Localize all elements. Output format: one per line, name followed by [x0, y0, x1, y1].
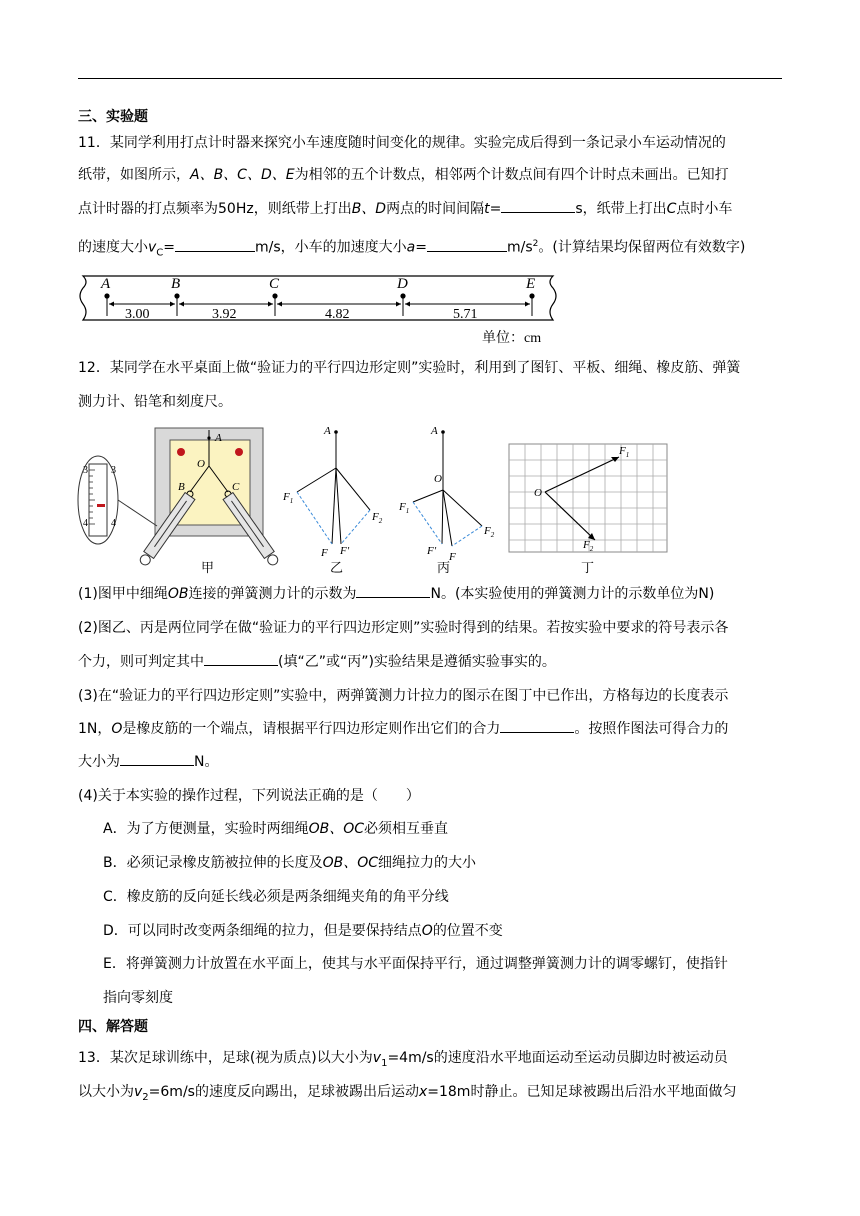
- svg-text:F′: F′: [427, 545, 437, 557]
- svg-text:O: O: [197, 458, 205, 470]
- q12-sub-2-line-2: 个力，则可判定其中 (填“乙”或“丙”)实验结果是遵循实验事实的。: [78, 646, 782, 678]
- label-ding: 丁: [581, 560, 595, 575]
- svg-text:B: B: [178, 481, 185, 493]
- svg-text:A: A: [324, 425, 331, 437]
- answer-blank-t[interactable]: [501, 198, 575, 213]
- tape-point-C: C: [269, 276, 280, 292]
- answer-blank-a[interactable]: [427, 237, 507, 252]
- option-E-line-1[interactable]: E．将弹簧测力计放置在水平面上，使其与水平面保持平行，通过调整弹簧测力计的调零螺钉，使指针: [103, 956, 728, 972]
- label-bing: 丙: [437, 560, 451, 575]
- q12-sub-3-line-2: 1N，O是橡皮筋的一个端点，请根据平行四边形定则作出它们的合力 。按照作图法可得合力的: [78, 713, 782, 745]
- tape-outline: [80, 276, 556, 320]
- svg-text:C: C: [232, 481, 240, 493]
- gap-CD: 4.82: [325, 307, 350, 322]
- q12-line-2: 测力计、铅笔和刻度尺。: [78, 394, 232, 410]
- section-3-heading: 三、实验题: [78, 109, 148, 125]
- answer-blank-ob[interactable]: [356, 583, 430, 598]
- svg-text:F1: $F_1$: [399, 501, 410, 515]
- svg-text:A: A: [431, 425, 438, 437]
- svg-text:F2: $F_2$: [484, 525, 495, 539]
- section-4-heading: 四、解答题: [78, 1019, 148, 1035]
- svg-text:F1: $F_1$: [283, 491, 294, 505]
- svg-text:3: 3: [111, 465, 116, 476]
- q12-sub-2-line-1: (2)图乙、丙是两位同学在做“验证力的平行四边形定则”实验时得到的结果。若按实验中要求的符号表示各: [78, 620, 729, 636]
- tape-point-E: E: [526, 276, 536, 292]
- label-yi: 乙: [330, 560, 344, 575]
- option-A[interactable]: A．为了方便测量，实验时两细绳OB、OC必须相互垂直: [103, 821, 448, 837]
- q11-line-4: 的速度大小$v_C= m/s$，小车的加速度大小$a= m/s^2$。(计算结果均保留两位有效数字): [78, 228, 782, 269]
- svg-text:3: 3: [83, 465, 88, 476]
- gap-DE: 5.71: [453, 307, 478, 322]
- svg-text:F2: $F_2$: [583, 539, 594, 553]
- q12-sub-3-line-3: 大小为 N。: [78, 746, 782, 778]
- q11-line-2: 纸带，如图所示，A、B、C、D、E为相邻的五个计数点，相邻两个计数点间有四个计时点未画出。已知打: [78, 167, 729, 183]
- svg-text:O: O: [434, 473, 442, 485]
- answer-blank-resultant[interactable]: [500, 718, 574, 733]
- q11-line-3: 点计时器的打点频率为50Hz，则纸带上打出B、D两点的时间间隔t= s，纸带上打出C点时小车: [78, 193, 782, 225]
- svg-text:F: F: [449, 551, 456, 563]
- header-rule: [78, 78, 782, 79]
- tape-point-A: A: [101, 276, 111, 292]
- label-jia: 甲: [201, 560, 215, 575]
- q13-line-1: 13．某次足球训练中，足球(视为质点)以大小为$v_1=4m/s$的速度沿水平地面运动至运动员脚边时被运动员: [78, 1050, 728, 1069]
- svg-text:F′: F′: [340, 545, 350, 557]
- svg-text:F2: $F_2$: [372, 511, 383, 525]
- svg-text:4: 4: [111, 518, 116, 529]
- svg-text:F1: $F_1$: [619, 445, 630, 459]
- tape-unit: 单位：cm: [482, 331, 542, 346]
- svg-text:F: F: [321, 547, 328, 559]
- q12-sub-3-line-1: (3)在“验证力的平行四边形定则”实验中，两弹簧测力计拉力的图示在图丁中已作出，方格每边的长度表示: [78, 688, 729, 704]
- force-figures: [75, 420, 795, 580]
- gap-BC: 3.92: [212, 307, 237, 322]
- gap-AB: 3.00: [125, 307, 150, 322]
- figure-jia: [78, 428, 281, 575]
- svg-text:4: 4: [83, 518, 88, 529]
- answer-blank-vc[interactable]: [175, 237, 255, 252]
- option-C[interactable]: C．橡皮筋的反向延长线必须是两条细绳夹角的角平分线: [103, 889, 449, 905]
- option-B[interactable]: B．必须记录橡皮筋被拉伸的长度及OB、OC细绳拉力的大小: [103, 855, 477, 871]
- figure-yi: [282, 425, 383, 575]
- q12-sub-1: (1)图甲中细绳OB连接的弹簧测力计的示数为 N。(本实验使用的弹簧测力计的示数单位为N): [78, 578, 782, 610]
- answer-blank-yi-bing[interactable]: [204, 651, 278, 666]
- option-E-line-2: 指向零刻度: [103, 990, 173, 1006]
- svg-text:A: A: [215, 432, 222, 444]
- figure-ding: [509, 444, 667, 575]
- tape-point-B: B: [171, 276, 181, 292]
- ticker-tape-figure: [75, 268, 565, 348]
- q13-line-2: 以大小为$v_2=6m/s$的速度反向踢出，足球被踢出后运动x=18m时静止。已知足球被踢出后沿水平地面做匀: [78, 1084, 737, 1103]
- option-D[interactable]: D．可以同时改变两条细绳的拉力，但是要保持结点O的位置不变: [103, 923, 503, 939]
- svg-text:O: O: [534, 487, 542, 499]
- answer-blank-magnitude[interactable]: [120, 751, 194, 766]
- q12-sub-4: (4)关于本实验的操作过程，下列说法正确的是（ ）: [78, 788, 420, 804]
- figure-bing: [398, 425, 495, 575]
- q11-line-1: 11．某同学利用打点计时器来探究小车速度随时间变化的规律。实验完成后得到一条记录小车运动情况的: [78, 135, 726, 151]
- tape-point-D: D: [397, 276, 408, 292]
- q12-line-1: 12．某同学在水平桌面上做“验证力的平行四边形定则”实验时，利用到了图钉、平板、细绳、橡皮筋、弹簧: [78, 360, 741, 376]
